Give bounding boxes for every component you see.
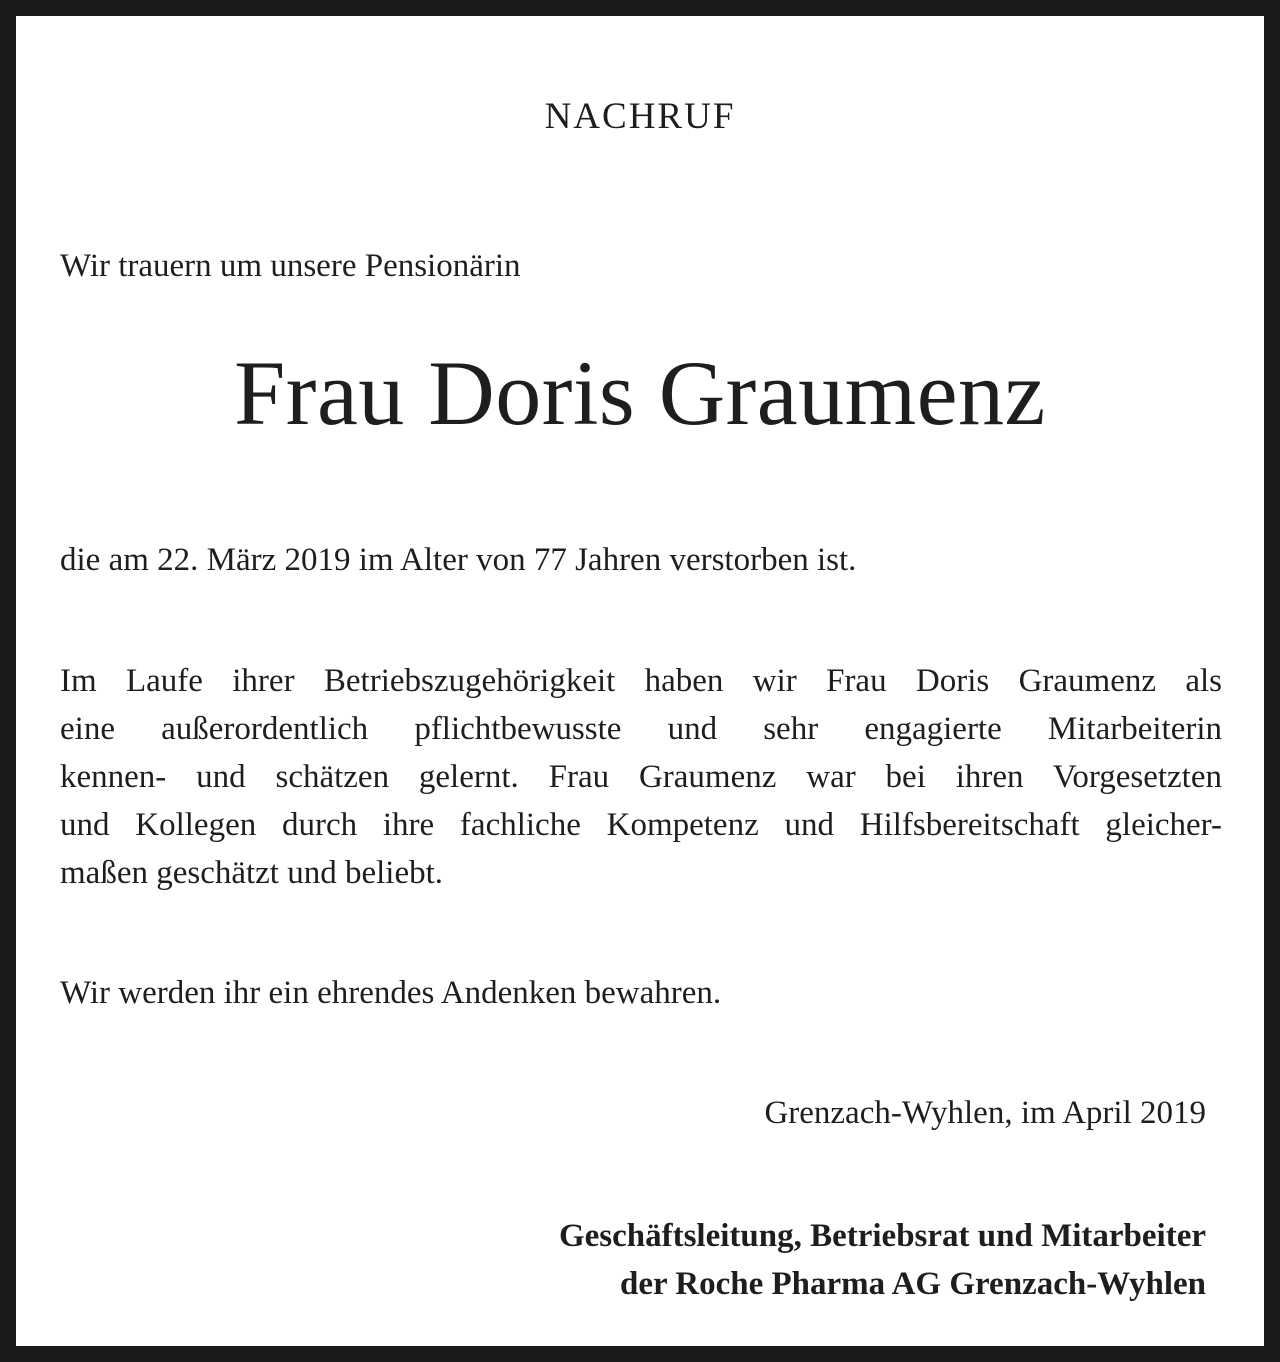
deceased-name: Frau Doris Graumenz [234, 342, 1046, 444]
tribute-line: kennen- und schätzen gelernt. Frau Graumenz war bei ihren Vorgesetzten [60, 759, 1222, 795]
place-date: Grenzach-Wyhlen, im April 2019 [764, 1095, 1206, 1131]
closing-text: Wir werden ihr ein ehrendes Andenken bewahren. [60, 975, 722, 1011]
signature-line: Geschäftsleitung, Betriebsrat und Mitarbeiter [558, 1218, 1206, 1254]
death-date-text: die am 22. März 2019 im Alter von 77 Jahren verstorben ist. [60, 542, 857, 578]
signature-line: der Roche Pharma AG Grenzach-Wyhlen [619, 1266, 1206, 1302]
intro-text: Wir trauern um unsere Pensionärin [60, 248, 521, 284]
notice-heading: NACHRUF [544, 96, 736, 137]
tribute-paragraph [60, 657, 1222, 897]
tribute-line: maßen geschätzt und beliebt. [60, 855, 444, 891]
signature-block [559, 1212, 1206, 1308]
tribute-line: und Kollegen durch ihre fachliche Kompetenz und Hilfsbereitschaft gleicher- [60, 807, 1222, 843]
tribute-line: eine außerordentlich pflichtbewusste und sehr engagierte Mitarbeiterin [60, 711, 1222, 747]
tribute-line: Im Laufe ihrer Betriebszugehörigkeit haben wir Frau Doris Graumenz als [60, 663, 1222, 699]
